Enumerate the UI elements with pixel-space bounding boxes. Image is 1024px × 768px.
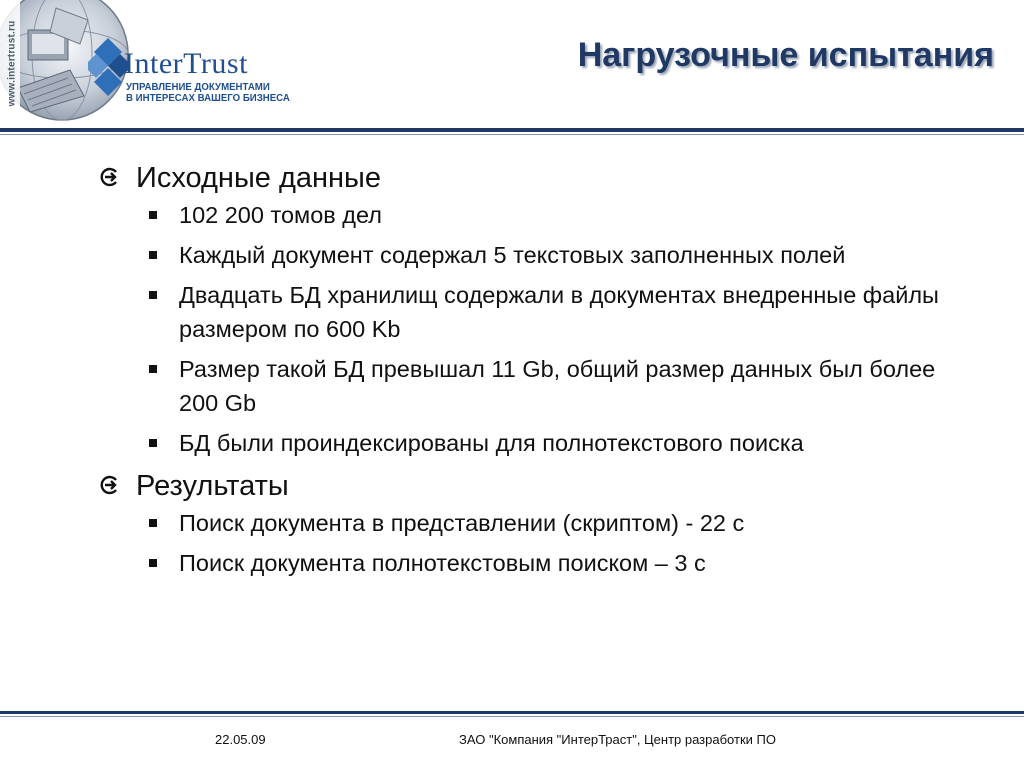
list-item-text: Двадцать БД хранилищ содержали в документах внедренные файлы размером по 600 Kb [179, 282, 939, 342]
slide-body [100, 158, 980, 586]
footer-divider-thin [0, 716, 1024, 717]
circle-arrow-right-icon [100, 167, 120, 187]
list-item [100, 278, 939, 346]
list-item [100, 238, 939, 272]
intertrust-diamond-logo [88, 38, 128, 96]
list-item-text: БД были проиндексированы для полнотекстового поиска [179, 430, 804, 456]
list-item-text: 102 200 томов дел [179, 202, 382, 228]
section-initial-data [100, 158, 980, 460]
list-item [100, 546, 939, 580]
header-divider [0, 128, 1024, 132]
list-item [100, 198, 939, 232]
list-item [100, 506, 939, 540]
footer-company: ЗАО "Компания "ИнтерТраст", Центр разработки ПО [459, 732, 776, 747]
footer-divider [0, 711, 1024, 714]
section-item-list [100, 506, 980, 580]
header-divider-thin [0, 134, 1024, 135]
list-item [100, 352, 939, 420]
square-bullet-icon [149, 559, 157, 567]
brand-tagline-line-2: В ИНТЕРЕСАХ ВАШЕГО БИЗНЕСА [126, 92, 290, 104]
slide-title: Нагрузочные испытания [577, 36, 994, 74]
list-item-text: Размер такой БД превышал 11 Gb, общий размер данных был более 200 Gb [179, 356, 936, 416]
section-results [100, 466, 980, 580]
section-heading [100, 466, 980, 506]
brand-tagline [126, 82, 296, 104]
footer-date: 22.05.09 [215, 732, 266, 747]
intertrust-logo [88, 38, 298, 118]
square-bullet-icon [149, 519, 157, 527]
site-url[interactable]: www.intertrust.ru [6, 20, 18, 107]
brand-name: InterTrust [124, 47, 248, 80]
square-bullet-icon [149, 439, 157, 447]
section-heading-text: Результаты [136, 470, 289, 502]
section-item-list [100, 198, 980, 460]
square-bullet-icon [149, 251, 157, 259]
section-heading-text: Исходные данные [136, 162, 382, 194]
square-bullet-icon [149, 291, 157, 299]
section-heading [100, 158, 980, 198]
list-item [100, 426, 939, 460]
square-bullet-icon [149, 365, 157, 373]
list-item-text: Поиск документа полнотекстовым поиском – 3 с [179, 550, 706, 576]
list-item-text: Поиск документа в представлении (скриптом) - 22 с [179, 510, 745, 536]
brand-tagline-line-1: УПРАВЛЕНИЕ ДОКУМЕНТАМИ [126, 81, 270, 93]
list-item-text: Каждый документ содержал 5 текстовых заполненных полей [179, 242, 846, 268]
circle-arrow-right-icon [100, 475, 120, 495]
square-bullet-icon [149, 211, 157, 219]
